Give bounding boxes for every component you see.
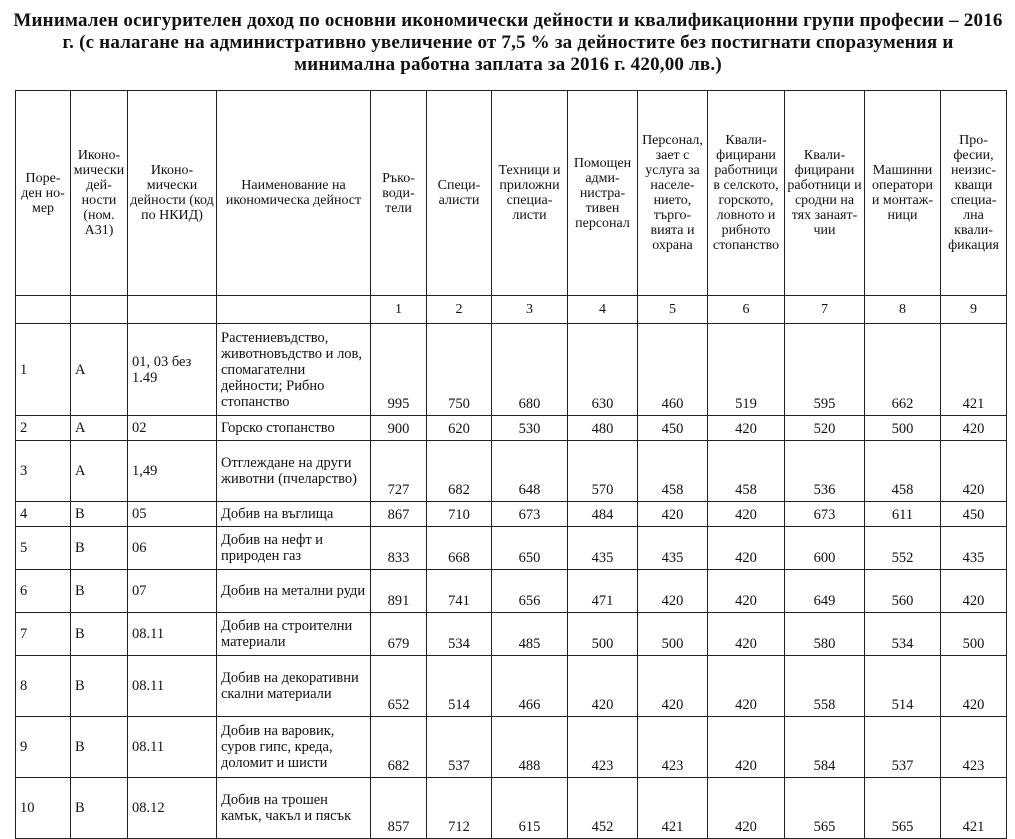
value-cell: 450 <box>638 416 708 441</box>
activity-name: Добив на строителни материали <box>217 613 371 656</box>
value-cell: 712 <box>427 778 492 839</box>
nkid-code: 08.12 <box>128 778 217 839</box>
value-cell: 611 <box>865 502 941 527</box>
value-cell: 423 <box>568 717 638 778</box>
value-cell: 680 <box>492 324 568 416</box>
column-number: 3 <box>492 296 568 324</box>
row-number: 5 <box>16 527 71 570</box>
column-number: 7 <box>785 296 865 324</box>
table-row <box>16 656 1007 717</box>
col-header-machine-operators: Машинни оператори и монтажници <box>865 91 941 296</box>
table-row <box>16 416 1007 441</box>
section-code: В <box>71 613 128 656</box>
value-cell: 466 <box>492 656 568 717</box>
value-cell: 420 <box>941 656 1007 717</box>
section-code: В <box>71 778 128 839</box>
value-cell: 435 <box>568 527 638 570</box>
col-header-elementary-occupations: Професии, неизискващи специална квалификация <box>941 91 1007 296</box>
value-cell: 565 <box>785 778 865 839</box>
value-cell: 420 <box>708 656 785 717</box>
value-cell: 420 <box>941 570 1007 613</box>
header-row <box>16 91 1007 296</box>
row-number: 8 <box>16 656 71 717</box>
value-cell: 727 <box>371 441 427 502</box>
section-code: В <box>71 570 128 613</box>
value-cell: 620 <box>427 416 492 441</box>
row-number: 7 <box>16 613 71 656</box>
value-cell: 570 <box>568 441 638 502</box>
value-cell: 560 <box>865 570 941 613</box>
activity-name: Добив на нефт и природен газ <box>217 527 371 570</box>
table-row <box>16 324 1007 416</box>
value-cell: 420 <box>708 527 785 570</box>
value-cell: 421 <box>638 778 708 839</box>
value-cell: 420 <box>708 778 785 839</box>
value-cell: 649 <box>785 570 865 613</box>
row-number: 3 <box>16 441 71 502</box>
section-code: А <box>71 416 128 441</box>
value-cell: 650 <box>492 527 568 570</box>
value-cell: 710 <box>427 502 492 527</box>
value-cell: 630 <box>568 324 638 416</box>
value-cell: 480 <box>568 416 638 441</box>
value-cell: 471 <box>568 570 638 613</box>
col-header-technicians: Техници и приложни специалисти <box>492 91 568 296</box>
activity-name: Растениевъдство, животновъдство и лов, спомагателни дейности; Рибно стопанство <box>217 324 371 416</box>
minimum-income-table <box>15 90 1007 839</box>
value-cell: 420 <box>708 717 785 778</box>
value-cell: 488 <box>492 717 568 778</box>
section-code: В <box>71 656 128 717</box>
activity-name: Добив на трошен камък, чакъл и пясък <box>217 778 371 839</box>
value-cell: 519 <box>708 324 785 416</box>
value-cell: 558 <box>785 656 865 717</box>
value-cell: 420 <box>708 613 785 656</box>
column-number: 8 <box>865 296 941 324</box>
section-code: А <box>71 441 128 502</box>
row-number: 1 <box>16 324 71 416</box>
row-number: 10 <box>16 778 71 839</box>
value-cell: 458 <box>865 441 941 502</box>
value-cell: 552 <box>865 527 941 570</box>
value-cell: 500 <box>568 613 638 656</box>
value-cell: 682 <box>371 717 427 778</box>
row-number: 2 <box>16 416 71 441</box>
value-cell: 460 <box>638 324 708 416</box>
value-cell: 656 <box>492 570 568 613</box>
value-cell: 421 <box>941 324 1007 416</box>
value-cell: 857 <box>371 778 427 839</box>
value-cell: 420 <box>638 570 708 613</box>
value-cell: 682 <box>427 441 492 502</box>
value-cell: 900 <box>371 416 427 441</box>
activity-name: Горско стопанство <box>217 416 371 441</box>
table-row <box>16 441 1007 502</box>
col-header-activity-name: Наименование на икономическа дейност <box>217 91 371 296</box>
value-cell: 500 <box>865 416 941 441</box>
nkid-code: 02 <box>128 416 217 441</box>
value-cell: 520 <box>785 416 865 441</box>
value-cell: 584 <box>785 717 865 778</box>
value-cell: 673 <box>492 502 568 527</box>
value-cell: 450 <box>941 502 1007 527</box>
nkid-code: 06 <box>128 527 217 570</box>
section-code: В <box>71 717 128 778</box>
value-cell: 534 <box>865 613 941 656</box>
value-cell: 423 <box>638 717 708 778</box>
value-cell: 600 <box>785 527 865 570</box>
column-number: 4 <box>568 296 638 324</box>
value-cell: 750 <box>427 324 492 416</box>
value-cell: 833 <box>371 527 427 570</box>
value-cell: 530 <box>492 416 568 441</box>
column-number-row <box>16 296 1007 324</box>
activity-name: Добив на варовик, суров гипс, креда, доломит и шисти <box>217 717 371 778</box>
value-cell: 565 <box>865 778 941 839</box>
value-cell: 421 <box>941 778 1007 839</box>
table-row <box>16 613 1007 656</box>
value-cell: 435 <box>638 527 708 570</box>
activity-name: Добив на декоративни скални материали <box>217 656 371 717</box>
column-number: 5 <box>638 296 708 324</box>
value-cell: 741 <box>427 570 492 613</box>
nkid-code: 08.11 <box>128 656 217 717</box>
value-cell: 537 <box>865 717 941 778</box>
nkid-code: 08.11 <box>128 613 217 656</box>
value-cell: 420 <box>708 502 785 527</box>
section-code: В <box>71 502 128 527</box>
section-code: А <box>71 324 128 416</box>
value-cell: 536 <box>785 441 865 502</box>
row-number: 6 <box>16 570 71 613</box>
nkid-code: 08.11 <box>128 717 217 778</box>
table-row <box>16 527 1007 570</box>
value-cell: 420 <box>941 416 1007 441</box>
value-cell: 514 <box>427 656 492 717</box>
value-cell: 484 <box>568 502 638 527</box>
value-cell: 458 <box>638 441 708 502</box>
value-cell: 668 <box>427 527 492 570</box>
value-cell: 679 <box>371 613 427 656</box>
value-cell: 420 <box>708 570 785 613</box>
col-header-section-a31: Икономически дейности (ном. А31) <box>71 91 128 296</box>
value-cell: 662 <box>865 324 941 416</box>
value-cell: 514 <box>865 656 941 717</box>
activity-name: Добив на въглища <box>217 502 371 527</box>
column-number: 2 <box>427 296 492 324</box>
value-cell: 595 <box>785 324 865 416</box>
value-cell: 423 <box>941 717 1007 778</box>
value-cell: 534 <box>427 613 492 656</box>
value-cell: 673 <box>785 502 865 527</box>
value-cell: 648 <box>492 441 568 502</box>
table-row <box>16 502 1007 527</box>
value-cell: 652 <box>371 656 427 717</box>
col-header-service-staff: Персонал, зает с услуга за населението, търговията и охрана <box>638 91 708 296</box>
col-header-craft-workers: Квалифицирани работници и сродни на тях занаятчии <box>785 91 865 296</box>
value-cell: 420 <box>568 656 638 717</box>
value-cell: 420 <box>638 656 708 717</box>
activity-name: Отглеждане на други животни (пчеларство) <box>217 441 371 502</box>
nkid-code: 01, 03 без 1.49 <box>128 324 217 416</box>
table-row <box>16 778 1007 839</box>
value-cell: 420 <box>638 502 708 527</box>
value-cell: 580 <box>785 613 865 656</box>
column-number: 1 <box>371 296 427 324</box>
value-cell: 537 <box>427 717 492 778</box>
col-header-nkid-code: Икономически дейности (код по НКИД) <box>128 91 217 296</box>
value-cell: 485 <box>492 613 568 656</box>
table-row <box>16 570 1007 613</box>
col-header-admin-staff: Помощен административен персонал <box>568 91 638 296</box>
col-header-managers: Ръководители <box>371 91 427 296</box>
col-header-specialists: Специалисти <box>427 91 492 296</box>
column-number: 9 <box>941 296 1007 324</box>
document-title: Минимален осигурителен доход по основни икономически дейности и квалификационни групи професии – 2016 г. (с налагане на административно увеличение от 7,5 % за дейностите без постигнати споразумения и минимална работна заплата за 2016 г. 420,00 лв.) <box>13 10 1003 75</box>
value-cell: 458 <box>708 441 785 502</box>
col-header-agri-workers: Квалифицирани работници в селското, горското, ловното и рибното стопанство <box>708 91 785 296</box>
nkid-code: 07 <box>128 570 217 613</box>
nkid-code: 05 <box>128 502 217 527</box>
value-cell: 420 <box>941 441 1007 502</box>
value-cell: 995 <box>371 324 427 416</box>
row-number: 9 <box>16 717 71 778</box>
activity-name: Добив на метални руди <box>217 570 371 613</box>
row-number: 4 <box>16 502 71 527</box>
section-code: В <box>71 527 128 570</box>
table-row <box>16 717 1007 778</box>
value-cell: 452 <box>568 778 638 839</box>
value-cell: 435 <box>941 527 1007 570</box>
column-number: 6 <box>708 296 785 324</box>
value-cell: 615 <box>492 778 568 839</box>
col-header-number: Пореден номер <box>16 91 71 296</box>
value-cell: 867 <box>371 502 427 527</box>
value-cell: 500 <box>638 613 708 656</box>
value-cell: 891 <box>371 570 427 613</box>
value-cell: 500 <box>941 613 1007 656</box>
nkid-code: 1,49 <box>128 441 217 502</box>
value-cell: 420 <box>708 416 785 441</box>
